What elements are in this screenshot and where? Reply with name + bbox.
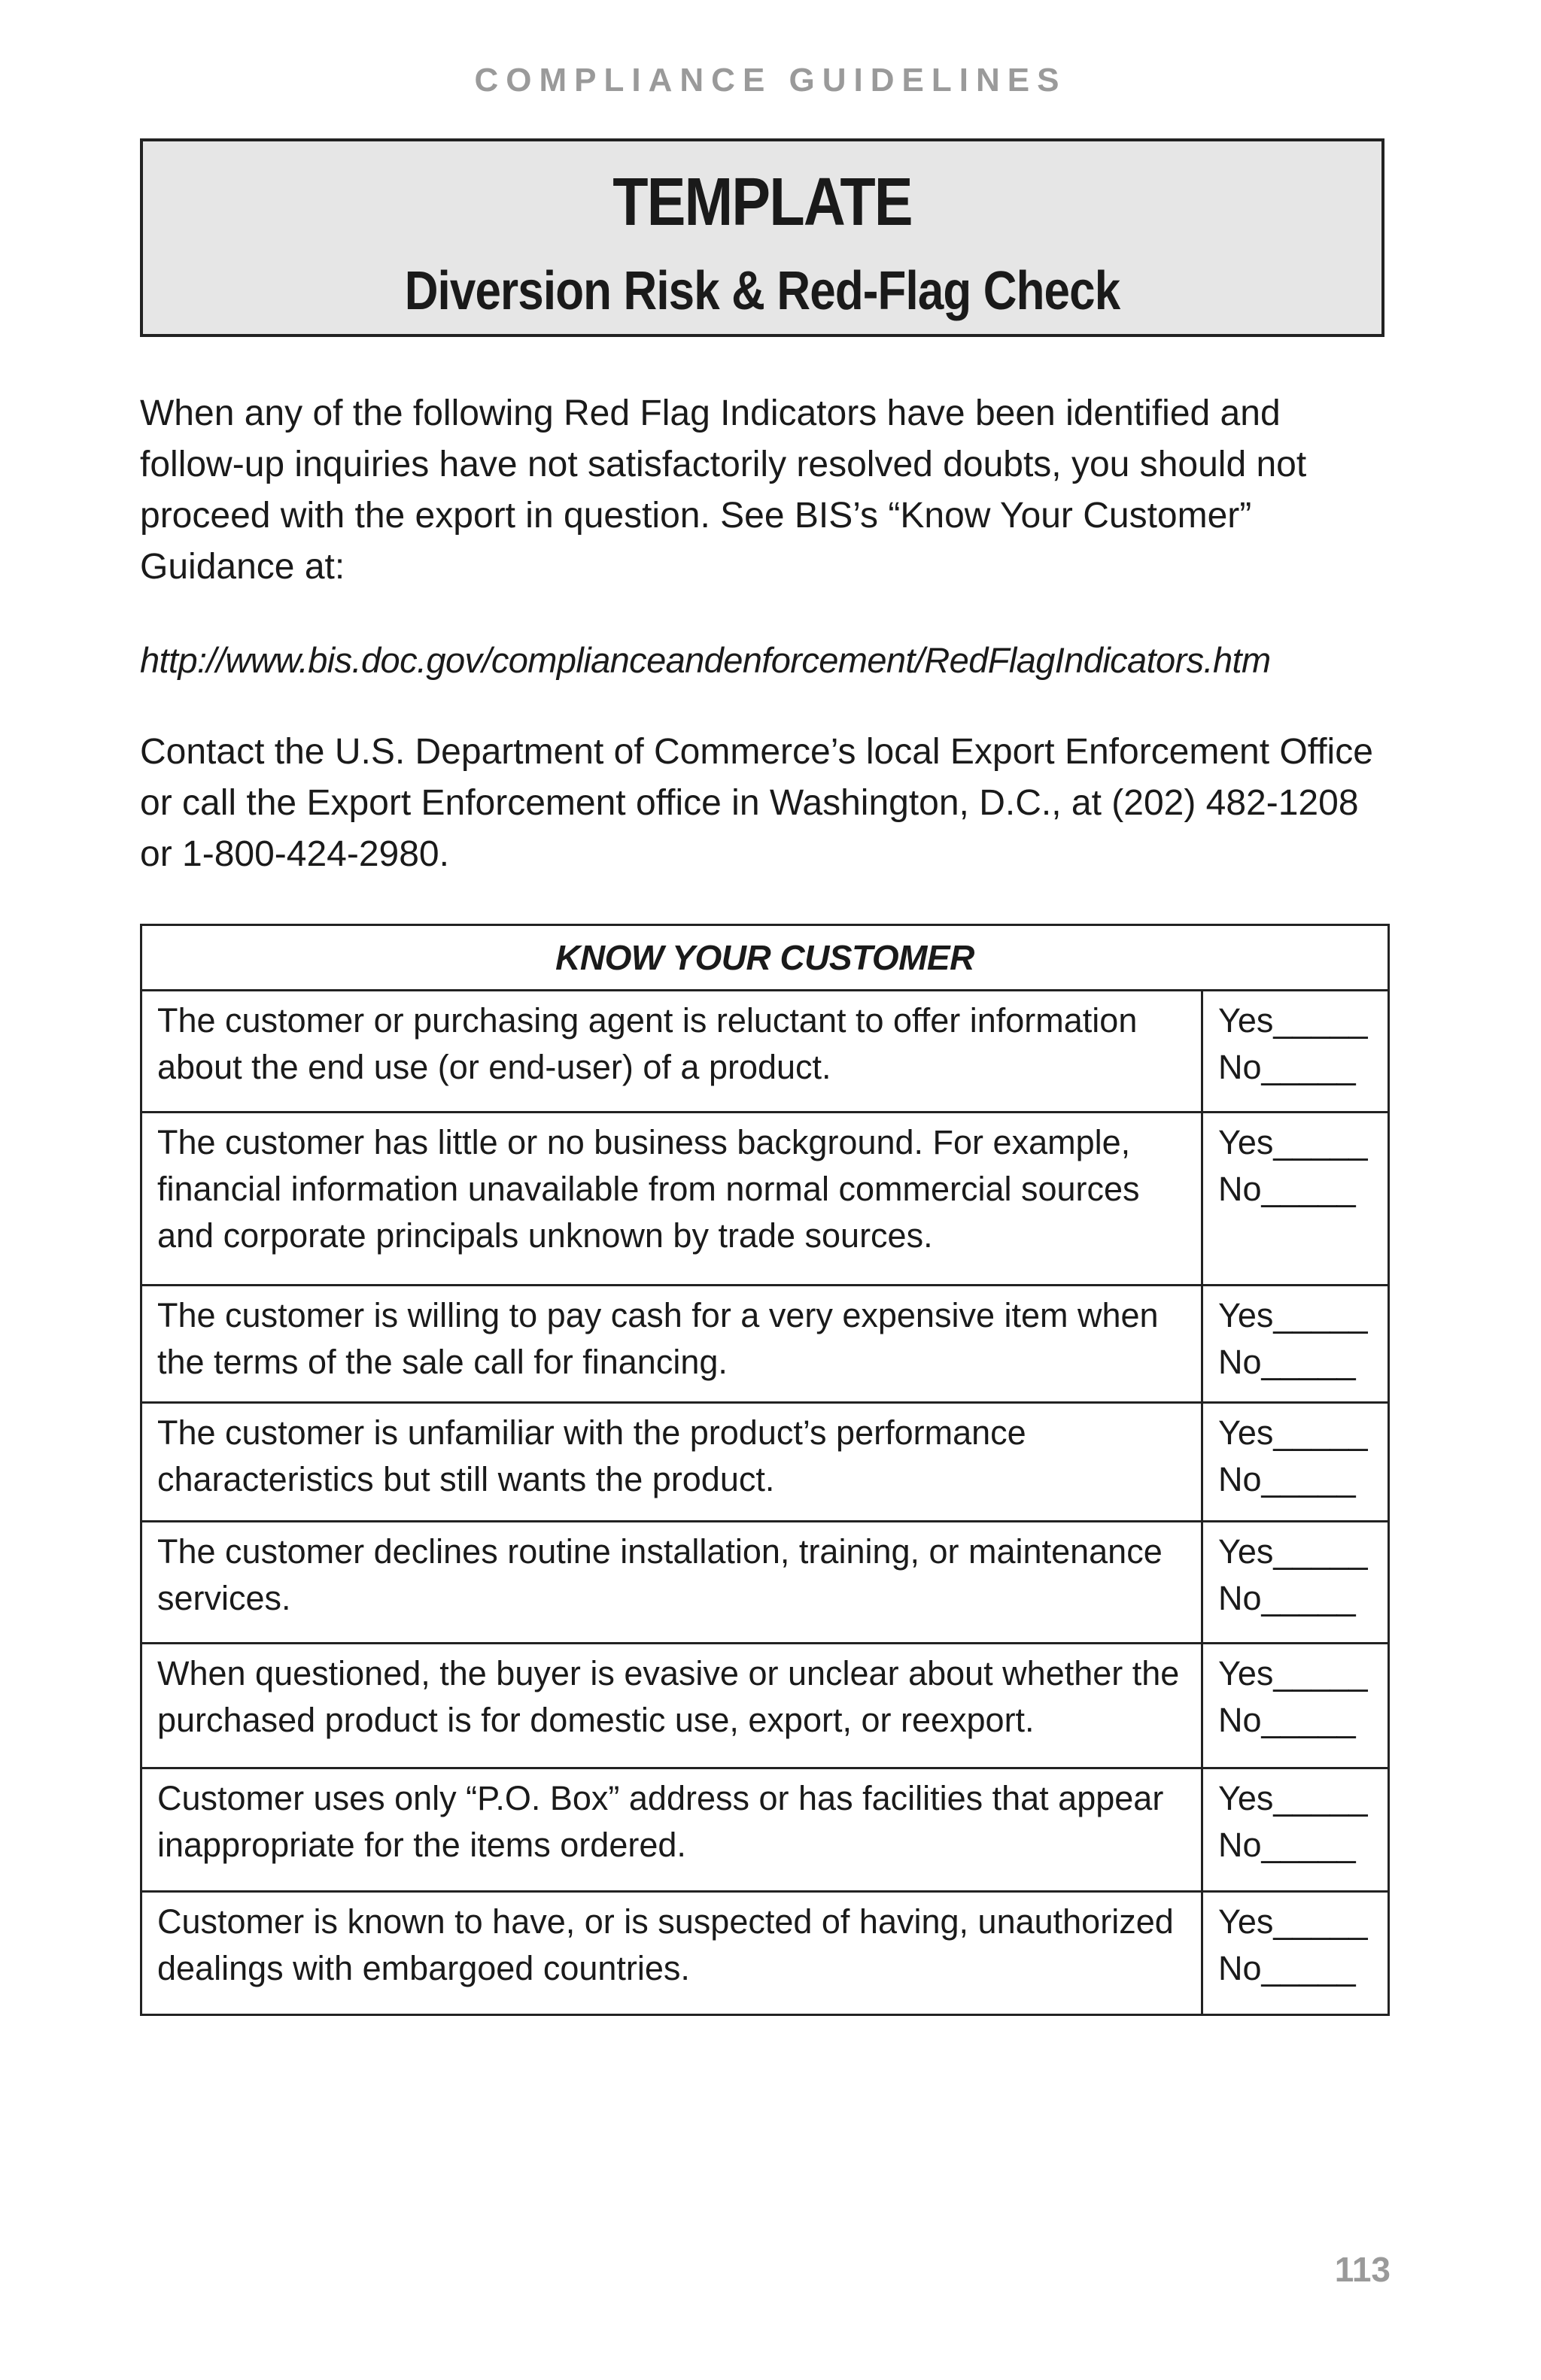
yes-blank[interactable]: Yes_____ <box>1218 1296 1368 1334</box>
question-cell: When questioned, the buyer is evasive or unclear about whether the purchased product is for domestic use, export, or reexport. <box>141 1644 1202 1768</box>
know-your-customer-table <box>140 924 1390 2016</box>
intro-paragraph: When any of the following Red Flag Indicators have been identified and follow-up inquiries have not satisfactorily resolved doubts, you should not proceed with the export in question. See BIS’s “Know Your Customer” Guidance at: <box>140 393 1307 587</box>
yes-blank[interactable]: Yes_____ <box>1218 1779 1368 1817</box>
page-title: TEMPLATE <box>612 165 912 240</box>
table-row <box>141 1113 1389 1286</box>
no-blank[interactable]: No_____ <box>1218 1460 1356 1498</box>
guidance-url: http://www.bis.doc.gov/complianceandenforcement/RedFlagIndicators.htm <box>140 640 1271 680</box>
table-row <box>141 1403 1389 1522</box>
question-cell: The customer declines routine installation, training, or maintenance services. <box>141 1522 1202 1644</box>
table-row <box>141 1892 1389 2015</box>
page-number: 113 <box>1334 2250 1391 2289</box>
answer-cell[interactable] <box>1202 1113 1389 1286</box>
no-blank[interactable]: No_____ <box>1218 1826 1356 1864</box>
yes-blank[interactable]: Yes_____ <box>1218 1123 1368 1161</box>
no-blank[interactable]: No_____ <box>1218 1170 1356 1208</box>
table-row <box>141 1286 1389 1403</box>
question-cell: The customer has little or no business background. For example, financial information unavailable from normal commercial sources and corporate principals unknown by trade sources. <box>141 1113 1202 1286</box>
yes-blank[interactable]: Yes_____ <box>1218 1001 1368 1040</box>
table-row <box>141 1644 1389 1768</box>
page-subtitle: Diversion Risk & Red-Flag Check <box>404 261 1120 321</box>
answer-cell[interactable] <box>1202 1403 1389 1522</box>
no-blank[interactable]: No_____ <box>1218 1343 1356 1381</box>
yes-blank[interactable]: Yes_____ <box>1218 1413 1368 1452</box>
yes-blank[interactable]: Yes_____ <box>1218 1654 1368 1692</box>
no-blank[interactable]: No_____ <box>1218 1949 1356 1987</box>
table-header-row <box>141 925 1389 991</box>
question-cell: The customer or purchasing agent is reluctant to offer information about the end use (or end-user) of a product. <box>141 991 1202 1113</box>
answer-cell[interactable] <box>1202 1522 1389 1644</box>
no-blank[interactable]: No_____ <box>1218 1048 1356 1086</box>
contact-paragraph: Contact the U.S. Department of Commerce’s local Export Enforcement Office or call the Export Enforcement office in Washington, D.C., at (202) 482-1208 or 1-800-424-2980. <box>140 732 1373 874</box>
no-blank[interactable]: No_____ <box>1218 1701 1356 1739</box>
table-row <box>141 1768 1389 1892</box>
yes-blank[interactable]: Yes_____ <box>1218 1532 1368 1571</box>
answer-cell[interactable] <box>1202 991 1389 1113</box>
title-box <box>140 138 1384 337</box>
question-cell: Customer is known to have, or is suspected of having, unauthorized dealings with embargoed countries. <box>141 1892 1202 2015</box>
question-cell: The customer is willing to pay cash for a very expensive item when the terms of the sale call for financing. <box>141 1286 1202 1403</box>
answer-cell[interactable] <box>1202 1286 1389 1403</box>
question-cell: The customer is unfamiliar with the product’s performance characteristics but still wants the product. <box>141 1403 1202 1522</box>
no-blank[interactable]: No_____ <box>1218 1579 1356 1617</box>
table-row <box>141 991 1389 1113</box>
question-cell: Customer uses only “P.O. Box” address or has facilities that appear inappropriate for the items ordered. <box>141 1768 1202 1892</box>
answer-cell[interactable] <box>1202 1892 1389 2015</box>
table-row <box>141 1522 1389 1644</box>
running-head: COMPLIANCE GUIDELINES <box>474 62 1067 99</box>
table-header: KNOW YOUR CUSTOMER <box>141 925 1389 991</box>
answer-cell[interactable] <box>1202 1768 1389 1892</box>
yes-blank[interactable]: Yes_____ <box>1218 1902 1368 1941</box>
answer-cell[interactable] <box>1202 1644 1389 1768</box>
